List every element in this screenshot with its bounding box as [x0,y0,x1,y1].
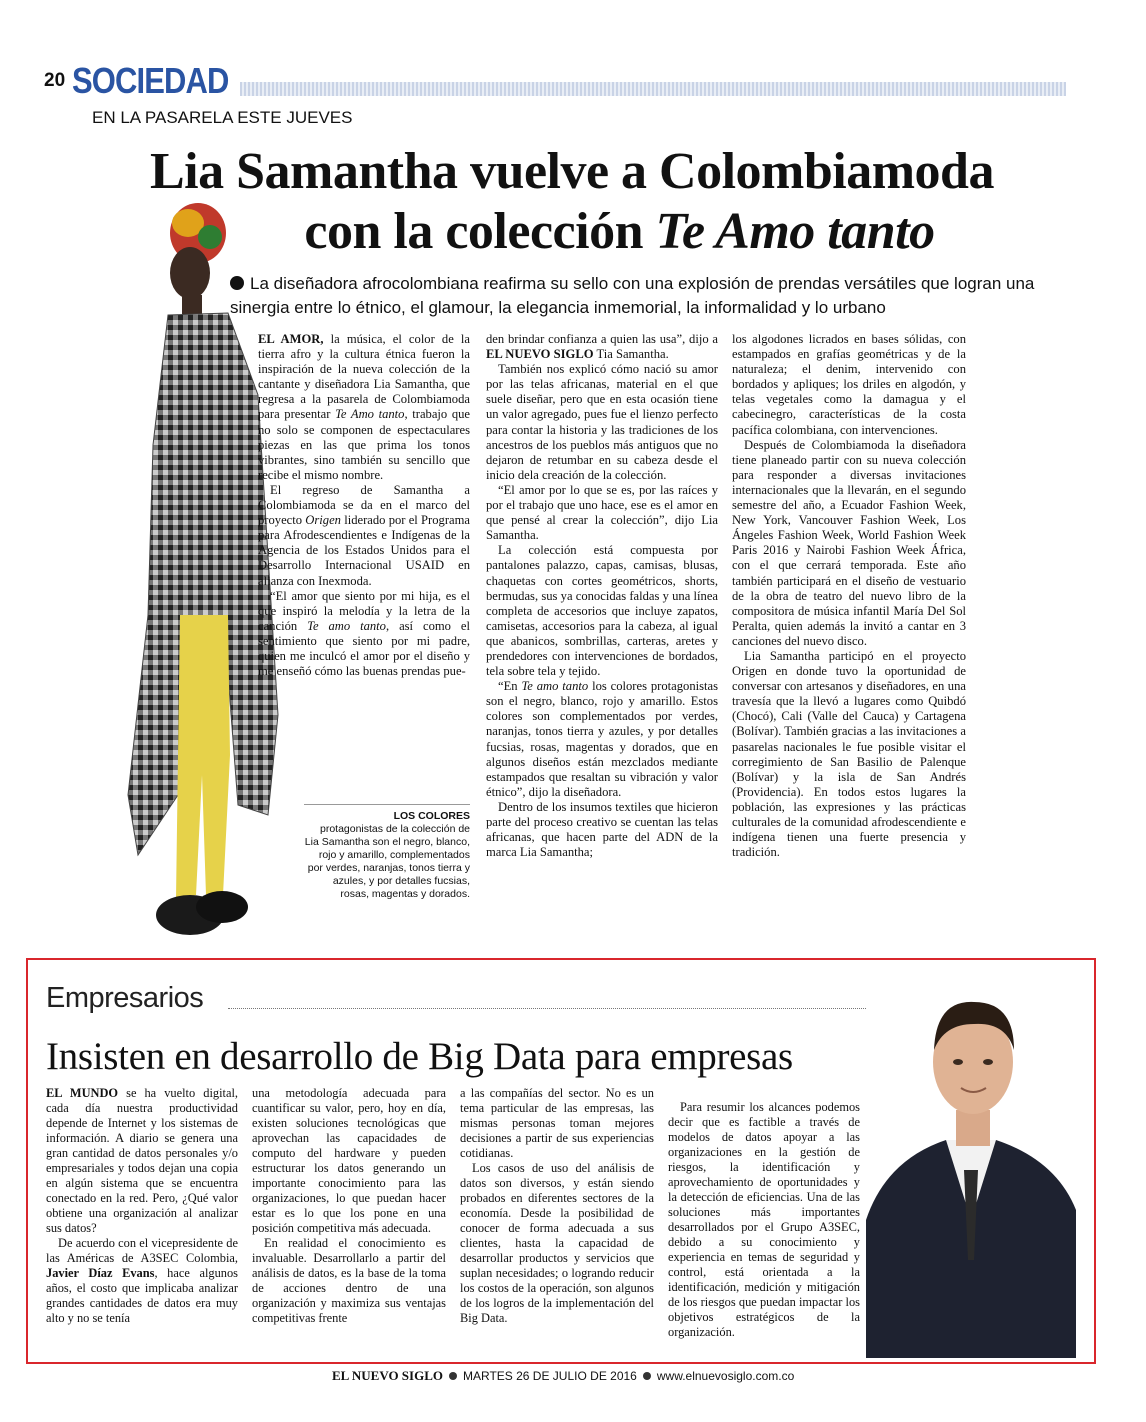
text: “En [498,679,522,694]
text: liderado por el Programa para Afrodescendientes e Indígenas de la Agencia de los Estados Unidos para el Desarrollo Internacional USAID en alianza con Inexmoda. [258,513,470,588]
text: El regreso de Samantha a Colombiamoda se da en el marco del proyecto [258,482,470,528]
text: De acuerdo con el vicepresidente de las Américas de A3SEC Colombia, [46,1236,238,1265]
header-rule [240,82,1066,96]
italic-text: Te amo tanto [521,679,589,694]
paragraph: También nos explicó cómo nació su amor por las telas africanas, material en el que suele diseñar, pero que en esta ocasión tiene un valor agregado, pues fue el lienzo perfecto para contar la historia y las tradiciones de los ancestros de los pueblos más antiguos que no dejaron de retumbar en su cabeza desde el inicio dela creación de la colección. [486,362,718,482]
italic-text: Origen [305,513,341,528]
paragraph: una metodología adecuada para cuantificar su valor, pero, hoy en día, existen soluciones tecnológicas que aprovechan las capacidades de computo del hardware y pueden estructurar los datos generando un importante conocimiento para las organizaciones, lo que puedan hacer estar es lo que los pone en una posición competitiva más adecuada. [252,1086,446,1235]
caption-lead: LOS COLORES [393,810,470,822]
article-deck [230,272,1070,320]
article-column-3 [732,332,966,860]
paragraph: Lia Samantha participó en el proyecto Origen en donde tuvo la oportunidad de conversar con artesanos y diseñadores, en una travesía que la llevó a lugares como Quibdó (Chocó), Cali (Valle del Cauca) y Cartagena (Bolívar). También gracias a las invitaciones a pasarelas nacionales le fue posible visitar el corregimiento de San Basilio de Palenque (Bolívar) y la isla de San Andrés (Providencia). En todos estos lugares la población, las expresiones y las prácticas culturales de la comunidad afrodescendiente e indígena tienen una fuerte presencia y tradición. [732,648,966,860]
bold-text: Javier Díaz Evans [46,1266,155,1280]
paragraph: La colección está compuesta por pantalones palazzo, capas, camisas, blusas, chaquetas con cortes geométricos, shorts, bermudas, sus ya conocidas faldas y una línea completa de accesorios que incluye zapatos, camisetas, accesorios para la cabeza, al igual que abanicos, sombrillas, carteras, aretes y prendedores con intervenciones de bordados, tela sobre tela y tejido. [486,543,718,679]
business-section-label: Empresarios [46,982,204,1014]
paragraph: En realidad el conocimiento es invaluable. Desarrollarlo a partir del análisis de datos, es la base de la toma de acciones dentro de una organización y maximiza sus ventajas competitivas frente [252,1236,446,1325]
separator-dot-icon [643,1372,651,1380]
website-url[interactable]: www.elnuevosiglo.com.co [656,1369,795,1383]
bold-text: EL NUEVO SIGLO [486,347,594,362]
italic-text: Te Amo tanto [335,407,405,422]
paragraph: a las compañías del sector. No es un tema particular de las empresas, las mismas personas toman mejores decisiones a partir de sus experiencias cotidianas. [460,1086,654,1160]
italic-text: Te amo tanto [307,618,386,633]
paragraph: Dentro de los insumos textiles que hicieron parte del proceso creativo se cuentan las telas africanas, que hacen parte del ADN de la marca Lia Samantha; [486,799,718,860]
photo-caption [304,810,470,901]
page-number: 20 [44,70,66,91]
text: la música, el color de la tierra afro y la cultura étnica fueron la inspiración de la nueva colección de la cantante y diseñadora Lia Samantha, que regresa a la pasarela de Colombiamoda para presentar [258,332,470,422]
paragraph [258,589,470,680]
separator-dot-icon [449,1372,457,1380]
headline-line-1: Lia Samantha vuelve a Colombiamoda [150,143,994,200]
text: , así como el sentimiento que siento por mi padre, quien me inculcó el amor por el diseño y me enseñó cómo las buenas prendas pue- [258,618,470,679]
article-kicker: EN LA PASARELA ESTE JUEVES [92,108,353,127]
text: den brindar confianza a quien las usa”, dijo a [486,332,718,346]
business-column-3 [460,1086,654,1326]
business-column-4 [668,1100,860,1340]
text: los colores protagonistas son el negro, blanco, rojo y amarillo. Estos colores son complementados por verdes, naranjas, tonos tierra y azules, y por detalles fucsias, rosas, magentas y dorados, que en algunos diseños están mezclados mediante estampados que resaltan su vibración y valor étnico”, dijo la diseñadora. [486,679,719,799]
deck-text: La diseñadora afrocolombiana reafirma su sello con una explosión de prendas versátiles que logran una sinergia entre lo étnico, el glamour, la elegancia inmemorial, la informalidad y lo urbano [230,274,1035,317]
headline-collection-name: Te Amo tanto [655,203,935,260]
publication-date: MARTES 26 DE JULIO DE 2016 [463,1369,637,1383]
paragraph [486,332,718,362]
paragraph: Después de Colombiamoda la diseñadora tiene planeado partir con su nueva colección para responder a diversas invitaciones internacionales que la llevarán, en el segundo semestre del año, a Ecuador Fashion Week, New York, Vancouver Fashion Week, Los Ángeles Fashion Week, World Fashion Week Paris 2016 y Nairobi Fashion Week África, con el que cerrará temporada. Este año también participará en el diseño de vestuario de la obra de teatro del nuevo libro de la compositora de música infantil María Del Sol Peralta, quien además la invitó a cantar en 3 canciones del nuevo disco. [732,437,966,648]
executive-portrait [866,970,1076,1358]
paragraph: los algodones licrados en bases sólidas, con estampados en grafías geométricas y de la naturaleza; el denim, intervenido con bordados y apliques; los driles en algodón, y telas vegetales como la damagua y el cabecinegro, características de la costa pacífica colombiana, con intervenciones. [732,332,966,437]
text: Tia Samantha. [593,347,669,362]
paragraph [258,483,470,589]
business-column-1 [46,1086,238,1326]
section-title: SOCIEDAD [72,60,229,101]
text: se ha vuelto digital, cada día nuestra productividad depende de Internet y los sistemas de información. A diario se genera una gran cantidad de datos personales y/o empresariales y todos dejan una copia en algún sistema que se encuentra conectado en la red. Pero, ¿Qué valor obtiene una organización al analizar sus datos? [46,1086,239,1235]
publication-name: EL NUEVO SIGLO [332,1368,443,1383]
paragraph [258,332,470,483]
headline-line-2-text: con la colección [304,203,656,260]
text: , trabajo que no solo se componen de espectaculares piezas en las que prima los tonos vibrantes, sino también su sencillo que recibe el mismo nombre. [258,407,471,482]
text: , hace algunos años, el costo que implicaba analizar grandes cantidades de datos era muy alto y no se tenía [46,1266,238,1325]
section-rule [228,1008,928,1009]
text: “El amor que siento por mi hija, es el que inspiró la melodía y la letra de la canción [258,588,470,633]
paragraph: “El amor por lo que se es, por las raíces y por el trabajo que uno hace, ese es el amor en que pensé al crear la colección”, dijo Lia Samantha. [486,482,718,543]
article-column-1 [258,332,470,679]
paragraph [46,1236,238,1326]
paragraph [486,679,718,800]
caption-rule [304,804,470,805]
article-column-2 [486,332,718,860]
paragraph: Los casos de uso del análisis de datos son diversos, y están siendo probados en diferentes sectores de la economía. Desde la posibilidad de conocer de forma adecuada a sus clientes, hasta la capacidad de desarrollar productos y servicios que suplan necesidades; o logrando reducir los costos de la operación, son algunos de los logros de la implementación del Big Data. [460,1161,654,1325]
business-headline: Insisten en desarrollo de Big Data para empresas [46,1035,793,1078]
caption-text: protagonistas de la colección de Lia Samantha son el negro, blanco, rojo y amarillo, complementados por verdes, naranjas, tonos tierra y azules, y por detalles fucsias, rosas, magentas y dorados. [304,823,470,900]
lead-in: EL AMOR, [258,332,324,346]
lead-in: EL MUNDO [46,1086,119,1100]
paragraph [46,1086,238,1236]
paragraph: Para resumir los alcances podemos decir que es factible a través de modelos de datos apoyar a las organizaciones en la gestión de riesgos, la identificación y aprovechamiento de oportunidades y la detección de eficiencias. Una de las soluciones más importantes desarrollados por el Grupo A3SEC, debido a su conocimiento y experiencia en temas de seguridad y control, está orientada a la identificación, medición y mitigación de los riesgos que puedan impactar los objetivos estratégicos de la organización. [668,1100,860,1339]
business-column-2 [252,1086,446,1326]
page-footer [332,1368,832,1384]
